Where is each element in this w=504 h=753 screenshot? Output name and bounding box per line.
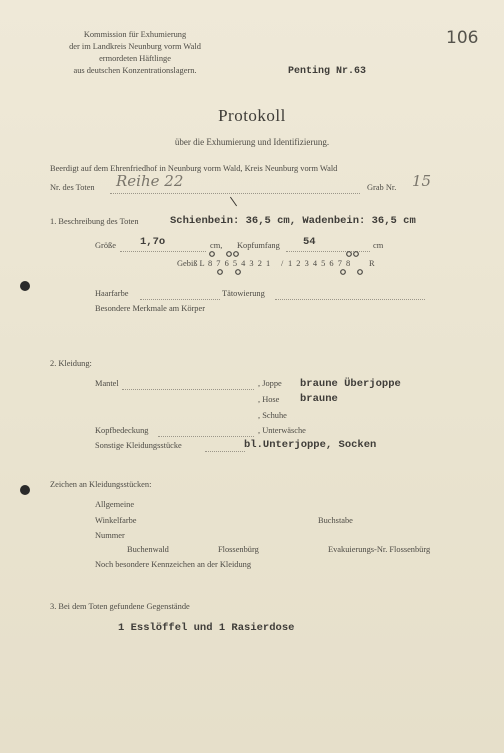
page-title: Protokoll <box>218 106 286 125</box>
jacket-value: braune Überjoppe <box>300 378 401 390</box>
letter-label: Buchstabe <box>318 516 353 525</box>
hair-color-label: Haarfarbe <box>95 289 129 298</box>
coat-label: Mantel <box>95 379 119 388</box>
number-label: Nummer <box>95 531 125 540</box>
flossenburg-label: Flossenbürg <box>218 545 259 554</box>
trousers-value: braune <box>300 393 338 405</box>
head-unit: cm <box>373 241 384 250</box>
general-label: Allgemeine <box>95 500 135 509</box>
section3-heading: 3. Bei dem Toten gefundene Gegenstände <box>50 602 190 611</box>
angle-color-label: Winkelfarbe <box>95 516 137 525</box>
tattoo-line <box>275 298 425 300</box>
head-circumference-label: Kopfumfang <box>237 241 280 250</box>
commission-line-4: aus deutschen Konzentrationslagern. <box>73 66 197 75</box>
clothing-marks-heading: Zeichen an Kleidungsstücken: <box>50 480 152 489</box>
commission-line-1: Kommission für Exhumierung <box>83 30 187 39</box>
underwear-label: , Unterwäsche <box>258 426 306 435</box>
buried-at: Beerdigt auf dem Ehrenfriedhof in Neunburg vorm Wald, Kreis Neunburg vorm Wald <box>50 164 338 173</box>
hair-line <box>140 298 220 300</box>
dead-number-value: Reihe 22 <box>116 172 184 190</box>
other-clothing-label: Sonstige Kleidungsstücke <box>95 441 182 450</box>
page-number: 106 <box>446 28 479 48</box>
punch-hole-top <box>20 281 30 291</box>
size-value: 1,7o <box>140 236 166 248</box>
body-marks-label: Besondere Merkmale am Körper <box>95 304 205 313</box>
dead-number-line <box>110 192 360 194</box>
punch-hole-bottom <box>20 485 30 495</box>
commission-line-3: ermordeten Häftlinge <box>99 54 171 63</box>
tattoo-label: Tätowierung <box>222 289 265 298</box>
teeth-r: R <box>369 259 375 268</box>
teeth-label: Gebiß L <box>177 259 205 268</box>
grave-number-value: 15 <box>412 172 432 190</box>
jacket-label: , Joppe <box>258 379 282 388</box>
penting-number: Penting Nr.63 <box>288 66 367 77</box>
teeth-right: 1 2 3 4 5 6 7 8 <box>288 259 352 268</box>
shoes-label: , Schuhe <box>258 411 287 420</box>
section2-heading: 2. Kleidung: <box>50 359 92 368</box>
dental-chart-marks <box>0 248 504 278</box>
size-label: Größe <box>95 241 116 250</box>
other-clothing-value: bl.Unterjoppe, Socken <box>244 439 377 451</box>
page-subtitle: über die Exhumierung und Identifizierung. <box>174 137 330 147</box>
dead-number-label: Nr. des Toten <box>50 183 95 192</box>
head-circumference-value: 54 <box>303 236 316 248</box>
special-marks-label: Noch besondere Kennzeichen an der Kleidung <box>95 560 252 569</box>
section1-heading: 1. Beschreibung des Toten <box>50 217 139 226</box>
size-unit: cm, <box>210 241 223 250</box>
coat-line <box>122 388 254 390</box>
found-items: 1 Esslöffel und 1 Rasierdose <box>118 622 295 634</box>
evacuation-number-label: Evakuierungs-Nr. Flossenbürg <box>328 545 431 554</box>
headwear-label: Kopfbedeckung <box>95 426 149 435</box>
other-clothing-line <box>205 450 245 452</box>
headwear-line <box>158 435 254 437</box>
trousers-label: , Hose <box>258 395 280 404</box>
grave-number-label: Grab Nr. <box>367 183 397 192</box>
buchenwald-label: Buchenwald <box>127 545 169 554</box>
teeth-separator: / <box>281 259 284 268</box>
bone-measurements: Schienbein: 36,5 cm, Wadenbein: 36,5 cm <box>170 215 416 227</box>
commission-line-2: der im Landkreis Neunburg vorm Wald <box>69 42 201 51</box>
pen-mark <box>230 197 237 207</box>
teeth-left: 8 7 6 5 4 3 2 1 <box>208 259 272 268</box>
